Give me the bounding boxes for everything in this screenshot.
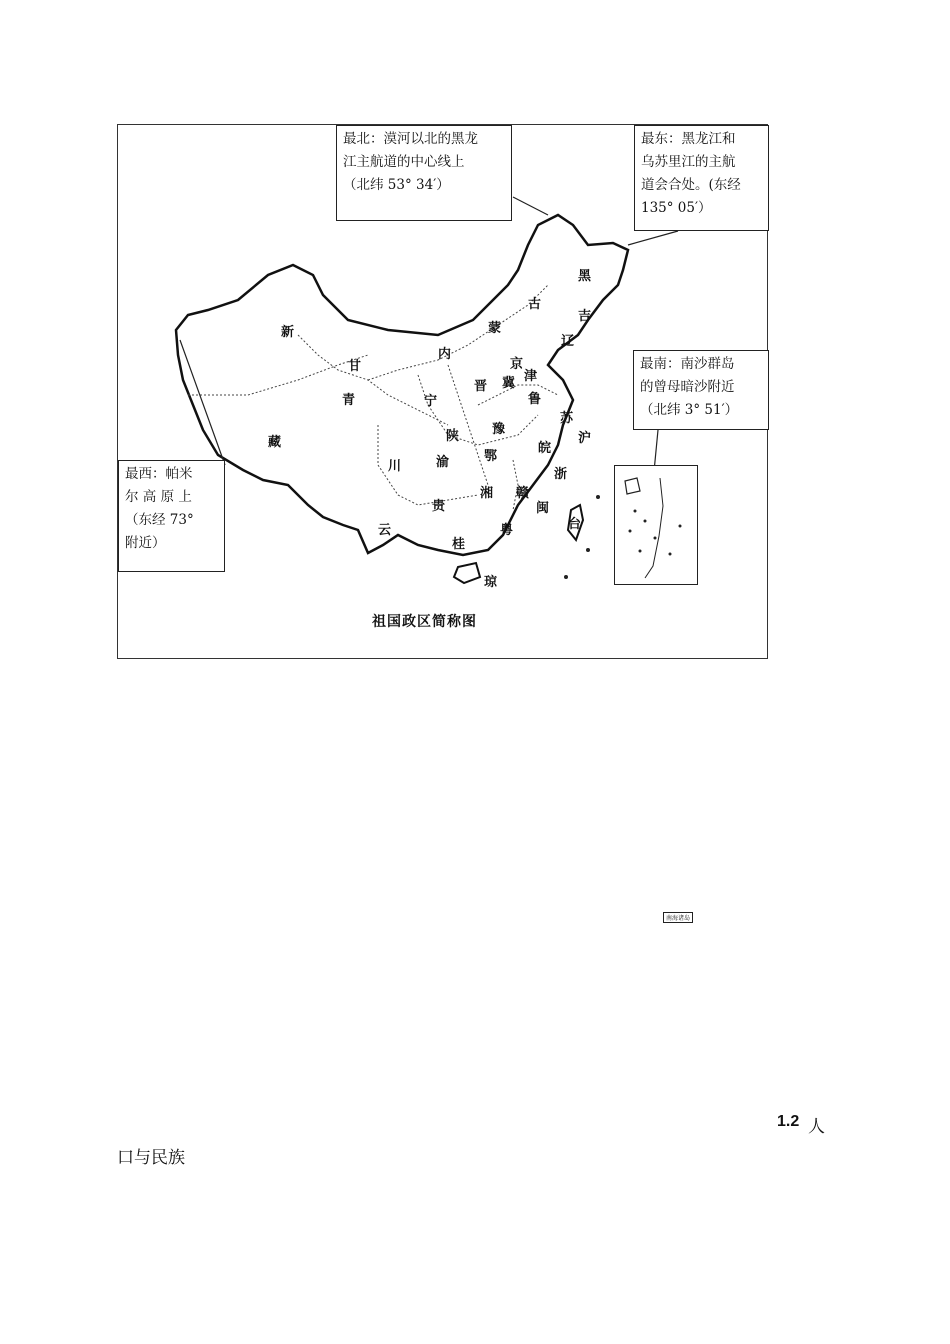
- south-china-sea-inset: [614, 465, 698, 922]
- province-label: 湘: [480, 486, 494, 501]
- province-label: 川: [388, 459, 402, 474]
- province-label: 藏: [268, 435, 282, 450]
- province-label: 新: [281, 325, 295, 340]
- province-label: 浙: [554, 467, 568, 482]
- province-label: 台: [568, 517, 582, 532]
- province-label: 内: [438, 347, 452, 362]
- province-label: 吉: [578, 309, 592, 324]
- east-leader: [628, 231, 678, 245]
- province-label: 贵: [432, 499, 446, 514]
- province-label: 陕: [446, 429, 460, 444]
- province-label: 辽: [561, 334, 575, 349]
- province-label: 宁: [424, 394, 438, 409]
- callout-northernmost: 最北：漠河以北的黑龙 江主航道的中心线上 （北纬 53° 34′）: [336, 125, 512, 221]
- province-label: 津: [524, 369, 538, 384]
- province-label: 晋: [474, 379, 488, 394]
- province-label: 鄂: [484, 449, 498, 464]
- island-dot: [586, 548, 590, 552]
- boundary-line: [478, 385, 558, 405]
- province-label: 皖: [538, 441, 552, 456]
- province-label: 鲁: [528, 392, 542, 407]
- island-dot: [564, 575, 568, 579]
- section-heading-start: 人: [808, 1117, 825, 1137]
- province-label: 苏: [560, 411, 574, 426]
- hainan-outline: [454, 563, 480, 583]
- province-label: 京: [510, 357, 524, 372]
- province-label: 渝: [436, 455, 450, 470]
- province-label: 琼: [484, 575, 498, 590]
- province-label: 云: [378, 523, 392, 538]
- callout-southernmost: 最南：南沙群岛 的曾母暗沙附近 （北纬 3° 51′）: [633, 350, 769, 430]
- province-label: 甘: [348, 359, 362, 374]
- island-dot: [596, 495, 600, 499]
- china-border: [176, 215, 628, 555]
- inset-islands: [615, 466, 697, 584]
- province-label: 黑: [578, 269, 592, 284]
- section-heading-end: 口与民族: [117, 1148, 185, 1168]
- callout-westernmost: 最西：帕米 尔 高 原 上 （东经 73° 附近）: [118, 460, 225, 572]
- section-number: 1.2: [777, 1113, 800, 1130]
- province-label: 粤: [500, 523, 514, 538]
- map-title: 祖国政区简称图: [372, 614, 477, 630]
- west-leader: [180, 340, 225, 465]
- province-label: 豫: [492, 422, 506, 437]
- province-label: 青: [342, 393, 356, 408]
- inset-label: 南海诸岛: [663, 912, 693, 923]
- callout-easternmost: 最东：黑龙江和 乌苏里江的主航 道会合处。(东经 135° 05′）: [634, 125, 769, 231]
- province-label: 冀: [502, 376, 516, 391]
- province-label: 沪: [578, 431, 592, 446]
- boundary-line: [188, 355, 368, 395]
- province-label: 桂: [452, 537, 466, 552]
- boundary-line: [298, 335, 448, 425]
- province-label: 赣: [516, 486, 530, 501]
- province-label: 蒙: [488, 321, 502, 336]
- province-label: 闽: [536, 501, 550, 516]
- north-leader: [513, 197, 548, 215]
- china-province-map: [117, 124, 768, 922]
- province-label: 古: [528, 297, 542, 312]
